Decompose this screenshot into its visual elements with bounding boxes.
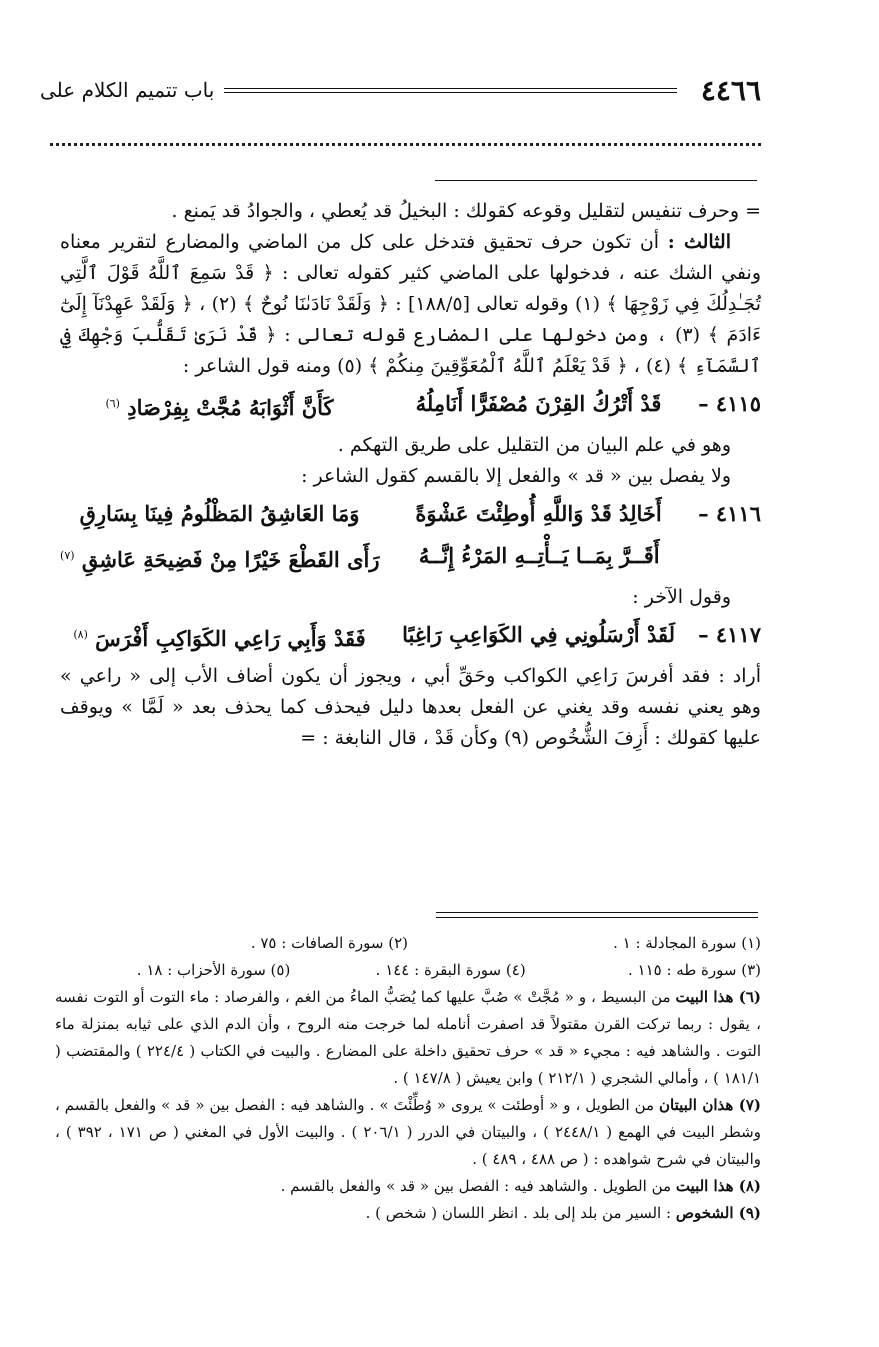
footnote-row-1 bbox=[55, 930, 761, 957]
footnote-ref: (٨) bbox=[73, 628, 88, 641]
verse-hemistich-2: فَقَدْ وَأَبِي رَاعِي الكَوَاكِبِ أَفْرَسَ $^{(٨)}$ bbox=[73, 626, 366, 651]
footnote-5: (٥) سورة الأحزاب : ١٨ . bbox=[136, 961, 291, 979]
footnote-4: (٤) سورة البقرة : ١٤٤ . bbox=[375, 961, 526, 979]
footnote-rule bbox=[436, 912, 758, 913]
footnotes bbox=[55, 930, 761, 1227]
section-rule bbox=[435, 180, 757, 181]
verse-hemistich-2: كَأَنَّ أَثْوَابَهُ مُجَّتْ بِفِرْصَادِ $^{(٦)}$ bbox=[105, 395, 334, 420]
verse-hemistich-1: أَقَــرَّ بِمَــا يَــأْتِــهِ المَرْءُ إِنَّــهُ bbox=[418, 543, 660, 568]
verse-number: ٤١١٧ – bbox=[698, 622, 761, 647]
paragraph-2 bbox=[60, 227, 761, 382]
footnote-ref: (٦) bbox=[105, 397, 120, 410]
paragraph-4: ولا يفصل بين « قد » والفعل إلا بالقسم كقول الشاعر : bbox=[301, 465, 731, 487]
page-number: ٤٤٦٦ bbox=[700, 73, 761, 107]
main-text bbox=[60, 196, 761, 754]
dotted-separator bbox=[50, 143, 761, 146]
footnote-1: (١) سورة المجادلة : ١ . bbox=[613, 934, 761, 952]
verse-4117 bbox=[60, 615, 761, 659]
verse-4115 bbox=[60, 384, 761, 428]
verse-hemistich-1: قَدْ أَتْرُكُ القِرْنَ مُصْفَرًّا أَنَامِلُهُ bbox=[415, 391, 662, 416]
verse-hemistich-1: أَخَالِدُ قَدْ وَاللَّهِ أُوطِئْتَ عَشْوَةً bbox=[415, 501, 662, 526]
footnote-ref: (٧) bbox=[60, 549, 75, 562]
paragraph-6: أراد : فقد أفرسَ رَاعِي الكواكب وحَقِّ أبي ، ويجوز أن يكون أضاف الأب إلى « راعي » وهو يعني نفسه وقد يغني عن الفعل بعدها دليل فيحذف كما يحذف بعد « لَمَّا » ويوقف عليها كقولك : أَزِفَ الشُّخُوص (٩) وكأن قَدْ ، قال النابغة : = bbox=[60, 665, 761, 749]
running-head bbox=[40, 70, 761, 110]
footnote-6: (٦) هذا البيت من البسيط ، و « مُجَّتْ » صُبَّ عليها كما يُصَبُّ الماءُ من الغم ، والفرصاد : ماء التوت أو التوت نفسه ، يقول : ربما تركت القرن مقتولاً قد اصفرت أنامله لما خرجت منه الروح ، وأن الدم الذي على ثيابه بمنزلة ماء التوت . والشاهد فيه : مجيء « قد » حرف تحقيق داخلة على المضارع . والبيت في الكتاب ( ٢٢٤/٤ ) والمقتضب ( ١٨١/١ ) ، وأمالي الشجري ( ٢١٢/١ ) وابن يعيش ( ١٤٧/٨ ) . bbox=[55, 988, 762, 1087]
paragraph-2-lead: الثالث : bbox=[667, 231, 731, 253]
paragraph-1: = وحرف تنفيس لتقليل وقوعه كقولك : البخيلُ قد يُعطي ، والجوادُ قد يَمنع . bbox=[171, 200, 761, 222]
footnote-rule-double bbox=[436, 917, 758, 918]
footnote-9: (٩) الشخوص : السير من بلد إلى بلد . انظر اللسان ( شخص ) . bbox=[365, 1204, 761, 1222]
header-rule bbox=[224, 88, 677, 93]
footnote-2: (٢) سورة الصافات : ٧٥ . bbox=[250, 934, 408, 952]
footnote-row-2 bbox=[55, 957, 761, 984]
verse-number: ٤١١٥ – bbox=[698, 391, 761, 416]
verse-hemistich-2: وَمَا العَاشِقُ المَظْلُومُ فِينَا بِسَارِقِ bbox=[79, 501, 360, 526]
footnote-7: (٧) هذان البيتان من الطويل ، و « أوطئت » يروى « وُطِّئْتَ » . والشاهد فيه : الفصل بين « قد » والفعل بالقسم ، وشطر البيت في الهمع ( ٢٤٤٨/١ ) ، والبيتان في الدرر ( ٢٠٦/١ ) . والبيت الأول في المغني ( ص ١٧١ ، ٣٩٢ ) ، والبيتان في شرح شواهده : ( ص ٤٨٨ ، ٤٨٩ ) . bbox=[55, 1096, 761, 1168]
footnote-8: (٨) هذا البيت من الطويل . والشاهد فيه : الفصل بين « قد » والفعل بالقسم . bbox=[280, 1177, 761, 1195]
verse-hemistich-2: رَأَى القَطْعَ خَيْرًا مِنْ فَضِيحَةِ عَاشِقِ $^{(٧)}$ bbox=[60, 547, 380, 572]
paragraph-2-text: أن تكون حرف تحقيق فتدخل على كل من الماضي والمضارع لتقرير معناه ونفي الشك عنه ، فدخولها على الماضي كثير كقوله تعالى : ﴿ قَدْ سَمِعَ ٱللَّهُ قَوْلَ ٱلَّتِي تُجَـٰدِلُكَ فِي زَوْجِهَا ﴾ (١) وقوله تعالى [١٨٨/٥] : ﴿ وَلَقَدْ نَادَىٰنَا نُوحٌ ﴾ (٢) ، ﴿ وَلَقَدْ عَهِدْنَآ إِلَىٰٓ ءَادَمَ ﴾ (٣) ، ومن دخولها على المضارع قوله تعالى : ﴿ قَدْ نَرَىٰ تَقَلُّبَ وَجْهِكَ فِي ٱلسَّمَآءِ ﴾ (٤) ، ﴿ قَدْ يَعْلَمُ ٱللَّهُ ٱلْمُعَوِّقِينَ مِنكُمْ ﴾ (٥) ومنه قول الشاعر : bbox=[60, 231, 761, 377]
verse-4116-line-1 bbox=[60, 494, 761, 534]
verse-4116-line-2 bbox=[60, 536, 761, 580]
verse-number: ٤١١٦ – bbox=[698, 501, 761, 526]
paragraph-3: وهو في علم البيان من التقليل على طريق التهكم . bbox=[337, 434, 731, 456]
chapter-title: باب تتميم الكلام على bbox=[40, 78, 215, 102]
footnote-3: (٣) سورة طه : ١١٥ . bbox=[627, 961, 761, 979]
paragraph-5: وقول الآخر : bbox=[632, 586, 731, 608]
verse-hemistich-1: لَقَدْ أَرْسَلُونِي فِي الكَوَاعِبِ رَاغِبًا bbox=[402, 622, 675, 647]
